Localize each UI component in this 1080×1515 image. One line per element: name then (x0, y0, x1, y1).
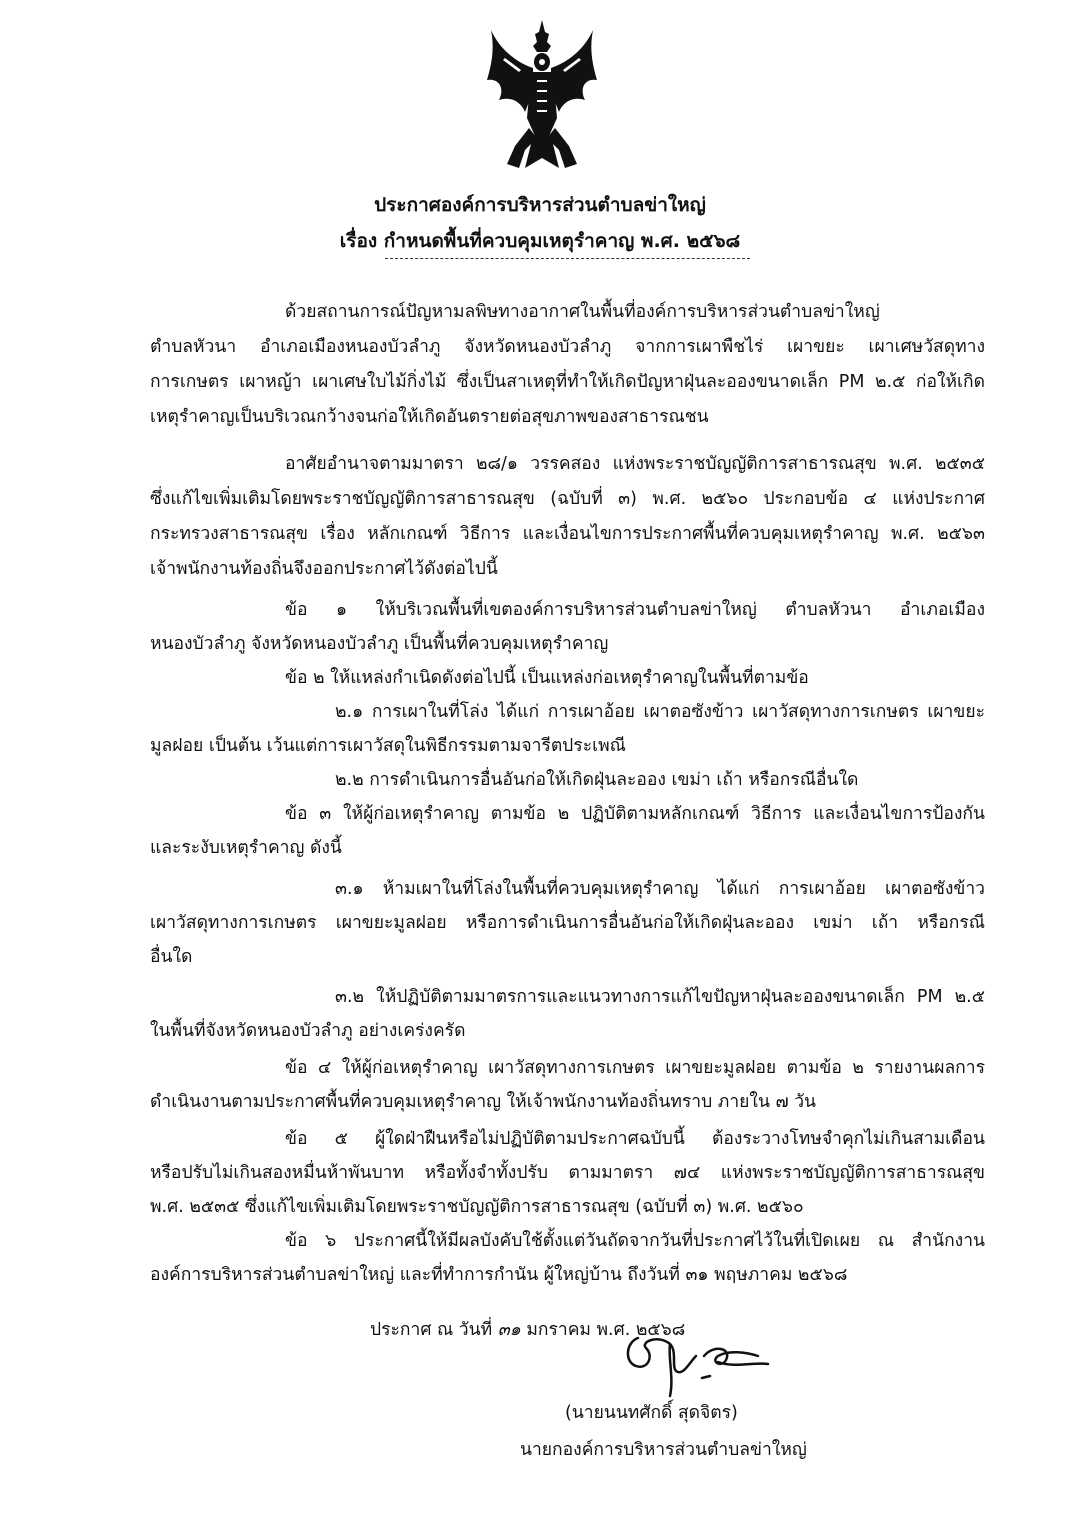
clause-1-line-1: ข้อ ๑ ให้บริเวณพื้นที่เขตองค์การบริหารส่วนตำบลข่าใหญ่ ตำบลหัวนา อำเภอเมือง (285, 600, 985, 620)
signer-name: (นายนนทศักดิ์ สุดจิตร) (565, 1403, 738, 1423)
date-day: ๓๑ (497, 1320, 521, 1340)
clause-4-line-1: ข้อ ๔ ให้ผู้ก่อเหตุรำคาญ เผาวัสดุทางการเกษตร เผาขยะมูลฝอย ตามข้อ ๒ รายงานผลการ (285, 1058, 985, 1078)
paragraph-2-line-4: เจ้าพนักงานท้องถิ่นจึงออกประกาศไว้ดังต่อไปนี้ (150, 559, 498, 579)
date-suffix: มกราคม พ.ศ. ๒๕๖๘ (526, 1320, 686, 1340)
announcement-subject: เรื่อง กำหนดพื้นที่ควบคุมเหตุรำคาญ พ.ศ. ๒๕๖๘ (339, 230, 741, 252)
clause-6-line-2: องค์การบริหารส่วนตำบลข่าใหญ่ และที่ทำการกำนัน ผู้ใหญ่บ้าน ถึงวันที่ ๓๑ พฤษภาคม ๒๕๖๘ (150, 1265, 848, 1285)
clause-5-line-3: พ.ศ. ๒๕๓๕ ซึ่งแก้ไขเพิ่มเติมโดยพระราชบัญญัติการสาธารณสุข (ฉบับที่ ๓) พ.ศ. ๒๕๖๐ (150, 1197, 804, 1217)
clause-4-line-2: ดำเนินงานตามประกาศพื้นที่ควบคุมเหตุรำคาญ ให้เจ้าพนักงานท้องถิ่นทราบ ภายใน ๗ วัน (150, 1092, 816, 1112)
clause-1-line-2: หนองบัวลำภู จังหวัดหนองบัวลำภู เป็นพื้นที่ควบคุมเหตุรำคาญ (150, 634, 609, 654)
clause-3-line-2: และระงับเหตุรำคาญ ดังนี้ (150, 838, 342, 858)
clause-3-1-line-3: อื่นใด (150, 947, 193, 967)
clause-3-line-1: ข้อ ๓ ให้ผู้ก่อเหตุรำคาญ ตามข้อ ๒ ปฏิบัติตามหลักเกณฑ์ วิธีการ และเงื่อนไขการป้องกัน (285, 804, 985, 824)
paragraph-2-line-1: อาศัยอำนาจตามมาตรา ๒๘/๑ วรรคสอง แห่งพระราชบัญญัติการสาธารณสุข พ.ศ. ๒๕๓๕ (285, 454, 985, 474)
clause-2: ข้อ ๒ ให้แหล่งกำเนิดดังต่อไปนี้ เป็นแหล่งก่อเหตุรำคาญในพื้นที่ตามข้อ (285, 668, 809, 688)
paragraph-2-line-2: ซึ่งแก้ไขเพิ่มเติมโดยพระราชบัญญัติการสาธารณสุข (ฉบับที่ ๓) พ.ศ. ๒๕๖๐ ประกอบข้อ ๔ แห่งประกาศ (150, 489, 985, 509)
paragraph-1-line-1: ด้วยสถานการณ์ปัญหามลพิษทางอากาศในพื้นที่องค์การบริหารส่วนตำบลข่าใหญ่ (285, 302, 880, 322)
garuda-emblem-icon (485, 18, 600, 173)
signer-position: นายกองค์การบริหารส่วนตำบลข่าใหญ่ (520, 1440, 807, 1460)
paragraph-1-line-4: เหตุรำคาญเป็นบริเวณกว้างจนก่อให้เกิดอันตรายต่อสุขภาพของสาธารณชน (150, 407, 709, 427)
clause-2-1-line-1: ๒.๑ การเผาในที่โล่ง ได้แก่ การเผาอ้อย เผาตอซังข้าว เผาวัสดุทางการเกษตร เผาขยะ (335, 702, 985, 722)
announcement-title: ประกาศองค์การบริหารส่วนตำบลข่าใหญ่ (374, 194, 706, 216)
date-prefix: ประกาศ ณ วันที่ (370, 1320, 493, 1340)
clause-3-2-line-1: ๓.๒ ให้ปฏิบัติตามมาตรการและแนวทางการแก้ไขปัญหาฝุ่นละอองขนาดเล็ก PM ๒.๕ (335, 987, 985, 1007)
clause-3-1-line-1: ๓.๑ ห้ามเผาในที่โล่งในพื้นที่ควบคุมเหตุรำคาญ ได้แก่ การเผาอ้อย เผาตอซังข้าว (335, 879, 985, 899)
paragraph-1-line-3: การเกษตร เผาหญ้า เผาเศษใบไม้กิ่งไม้ ซึ่งเป็นสาเหตุที่ทำให้เกิดปัญหาฝุ่นละอองขนาดเล็ก PM ๒.๕ ก่อให้เกิด (150, 372, 985, 392)
clause-2-1-line-2: มูลฝอย เป็นต้น เว้นแต่การเผาวัสดุในพิธีกรรมตามจารีตประเพณี (150, 736, 626, 756)
title-divider (385, 258, 750, 259)
clause-3-2-line-2: ในพื้นที่จังหวัดหนองบัวลำภู อย่างเคร่งครัด (150, 1021, 466, 1041)
clause-3-1-line-2: เผาวัสดุทางการเกษตร เผาขยะมูลฝอย หรือการดำเนินการอื่นอันก่อให้เกิดฝุ่นละออง เขม่า เถ้า หรือกรณี (150, 913, 985, 933)
paragraph-1-line-2: ตำบลหัวนา อำเภอเมืองหนองบัวลำภู จังหวัดหนองบัวลำภู จากการเผาพืชไร่ เผาขยะ เผาเศษวัสดุทาง (150, 337, 985, 357)
clause-5-line-2: หรือปรับไม่เกินสองหมื่นห้าพันบาท หรือทั้งจำทั้งปรับ ตามมาตรา ๗๔ แห่งพระราชบัญญัติการสาธารณสุข (150, 1163, 985, 1183)
clause-6-line-1: ข้อ ๖ ประกาศนี้ให้มีผลบังคับใช้ตั้งแต่วันถัดจากวันที่ประกาศไว้ในที่เปิดเผย ณ สำนักงาน (285, 1231, 985, 1251)
clause-2-2: ๒.๒ การดำเนินการอื่นอันก่อให้เกิดฝุ่นละออง เขม่า เถ้า หรือกรณีอื่นใด (335, 770, 859, 790)
paragraph-2-line-3: กระทรวงสาธารณสุข เรื่อง หลักเกณฑ์ วิธีการ และเงื่อนไขการประกาศพื้นที่ควบคุมเหตุรำคาญ พ.ศ. ๒๕๖๓ (150, 524, 985, 544)
clause-5-line-1: ข้อ ๕ ผู้ใดฝ่าฝืนหรือไม่ปฏิบัติตามประกาศฉบับนี้ ต้องระวางโทษจำคุกไม่เกินสามเดือน (285, 1129, 985, 1149)
